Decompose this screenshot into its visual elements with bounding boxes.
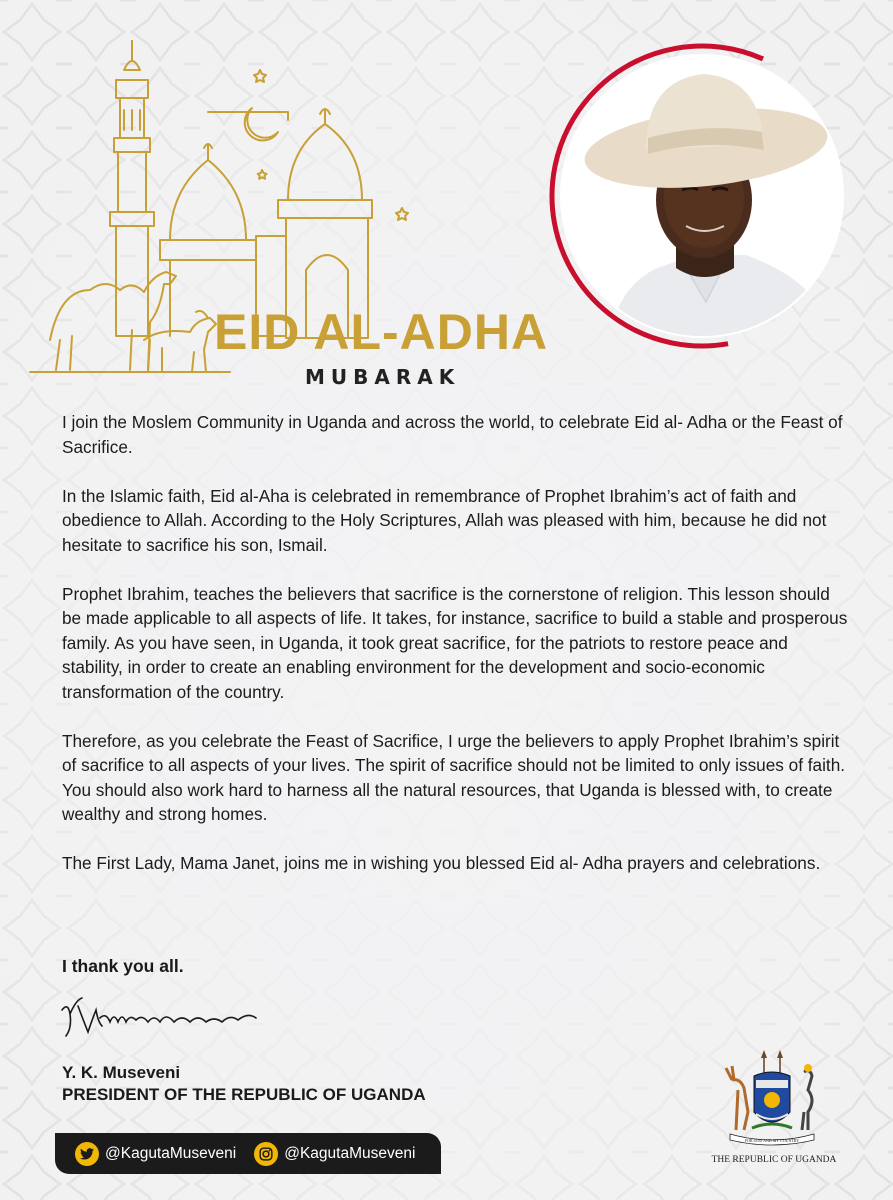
message-paragraph: I join the Moslem Community in Uganda and across the world, to celebrate Eid al- Adha or the Feast of Sacrifice. (62, 412, 843, 457)
message-paragraph: The First Lady, Mama Janet, joins me in wishing you blessed Eid al- Adha prayers and celebrations. (62, 853, 821, 873)
signatory-title: PRESIDENT OF THE REPUBLIC OF UGANDA (62, 1085, 426, 1104)
signatory-name: Y. K. Museveni (62, 1063, 181, 1082)
twitter-handle-text: @KagutaMuseveni (105, 1144, 237, 1162)
message-paragraph: Prophet Ibrahim, teaches the believers that sacrifice is the cornerstone of religion. This lesson should be made applicable to all aspects of life. It takes, for instance, sacrifice to build a stable and prosperous family. As you have seen, in Uganda, it took great sacrifice, for the patriots to restore peace and stability, in order to create an enabling environment for the development and socio-economic transformation of the country. (62, 583, 848, 702)
instagram-icon (254, 1142, 278, 1166)
twitter-handle[interactable] (75, 1142, 236, 1166)
instagram-handle-text: @KagutaMuseveni (284, 1144, 416, 1162)
page-title: EID AL-ADHA (214, 304, 549, 360)
instagram-handle[interactable] (254, 1142, 415, 1166)
crest-label: THE REPUBLIC OF UGANDA (711, 1155, 837, 1165)
page-subtitle: MUBARAK (305, 365, 461, 389)
message-body (62, 410, 852, 900)
uganda-coat-of-arms (712, 1050, 832, 1150)
closing-line: I thank you all. (62, 956, 184, 976)
crest-motto: FOR GOD AND MY COUNTRY (744, 1138, 800, 1143)
message-paragraph: Therefore, as you celebrate the Feast of Sacrifice, I urge the believers to apply Prophet Ibrahim’s spirit of sacrifice to all aspects of your lives. The spirit of sacrifice should not be limited to only issues of faith. You should also work hard to harness all the natural resources, that Uganda is blessed with, to create wealthy and strong homes. (62, 730, 846, 824)
twitter-icon (75, 1142, 99, 1166)
message-paragraph: In the Islamic faith, Eid al-Aha is celebrated in remembrance of Prophet Ibrahim’s act of faith and obedience to Allah. According to the Holy Scriptures, Allah was pleased with him, because he did not hesitate to sacrifice his son, Ismail. (62, 485, 827, 555)
president-portrait (546, 40, 858, 352)
social-bar (55, 1133, 441, 1174)
handwritten-signature (58, 992, 268, 1042)
